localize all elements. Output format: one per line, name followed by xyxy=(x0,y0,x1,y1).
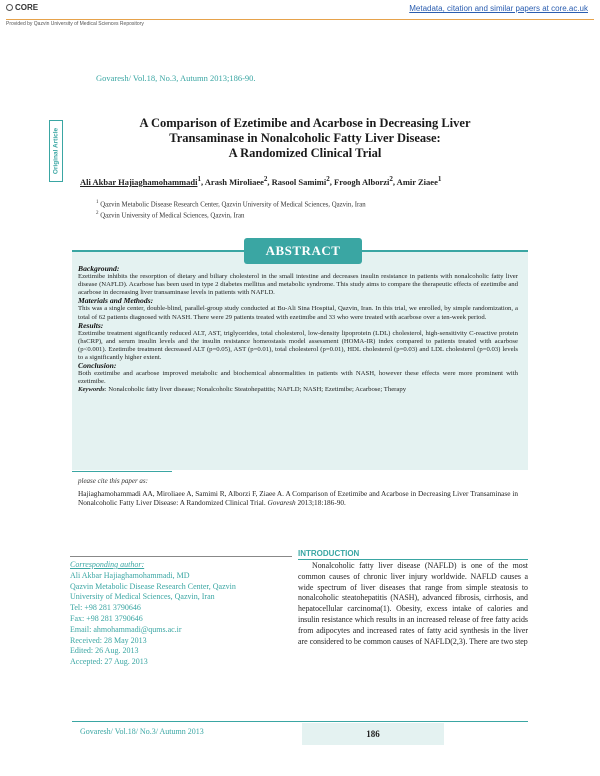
author-name: , Rasool Samimi xyxy=(267,176,327,187)
corr-email[interactable]: Email: ahmohammadi@qums.ac.ir xyxy=(70,624,182,634)
divider xyxy=(298,559,528,560)
metadata-link[interactable]: Metadata, citation and similar papers at core.ac.uk xyxy=(409,4,588,13)
abstract-keywords: Keywords: Nonalcoholic fatty liver disease; Nonalcoholic Steatohepatitis; NAFLD; NASH; Ezetimibe; Acarbose; Therapy xyxy=(78,386,407,394)
affil-sup: 2 xyxy=(263,175,268,183)
abstract-conclusion: Both ezetimibe and acarbose improved metabolic and biochemical abnormalities in patients with NASH, however these effects were more prominent with ezetimibe. xyxy=(78,370,518,386)
citation: Hajiaghamohammadi AA, Miroliaee A, Samimi R, Alborzi F, Ziaee A. A Comparison of Ezetimibe and Acarbose in Decreasing Liver Transaminase in Nonalcoholic Fatty Liver Disease: A Randomized Clinical Trial. Govaresh 2013;18:186-90. xyxy=(78,489,518,507)
author-name: , Amir Ziaee xyxy=(392,176,438,187)
abstract-section-heading: Results: xyxy=(78,320,104,330)
author-name: , Arash Miroliaee xyxy=(201,176,264,187)
journal-reference: Govaresh/ Vol.18, No.3, Autumn 2013;186-90. xyxy=(96,73,256,83)
divider xyxy=(70,556,292,557)
introduction-heading: INTRODUCTION xyxy=(298,549,360,558)
affiliation: $^1$ Qazvin Metabolic Disease Research Center, Qazvin University of Medical Sciences, Qazvin, Iran xyxy=(96,200,366,209)
title-line: A Comparison of Ezetimibe and Acarbose in Decreasing Liver xyxy=(139,116,471,130)
affil-sup: 1 xyxy=(437,175,442,183)
affil-sup: 2 xyxy=(389,175,393,183)
core-logo[interactable]: CORE xyxy=(6,3,38,12)
author-name: Ali Akbar Hajiaghamohammadi xyxy=(80,176,198,187)
corr-line: Accepted: 27 Aug. 2013 xyxy=(70,657,148,667)
abstract-section-heading: Materials and Methods: xyxy=(78,296,154,306)
affil-sup: 1 xyxy=(197,175,201,183)
corr-line: Fax: +98 281 3790646 xyxy=(70,613,143,623)
corr-line: Ali Akbar Hajiaghamohammadi, MD xyxy=(70,570,190,580)
page-number: 186 xyxy=(302,723,444,745)
title-line: Transaminase in Nonalcoholic Fatty Liver Disease: xyxy=(169,131,441,145)
core-banner xyxy=(0,0,600,30)
abstract-section-heading: Background: xyxy=(78,264,120,273)
affiliation: $^2$ Qazvin University of Medical Sciences, Qazvin, Iran xyxy=(96,211,245,220)
affil-sup: 2 xyxy=(326,175,330,183)
cite-label: please cite this paper as: xyxy=(78,477,148,485)
article-type-tag: Original Article xyxy=(49,120,63,182)
author-list xyxy=(80,175,520,187)
abstract-methods: This was a single center, double-blind, parallel-group study conducted at Bu-Ali Sina Hospital, Qazvin, Iran. In this trial, we enrolled, by simple randomization, a total of 62 patients diagnosed with NASH. There were 29 patients treated with ezetimibe and 33 who were treated with acarbose over a ten-week period. xyxy=(78,305,518,321)
abstract-section-heading: Conclusion: xyxy=(78,361,117,371)
corresponding-author-block xyxy=(70,560,290,668)
abstract-background: Ezetimibe inhibits the resorption of dietary and biliary cholesterol in the small intestine and decreases insulin resistance in patients with nonalcoholic fatty liver disease (NAFLD). Acarbose has been used in type 2 diabetes mellitus and metabolic syndrome. This study aims to compare the therapeutic effects of ezetimibe and acarbose in decreasing liver transaminase levels in patients with NAFLD. xyxy=(78,273,518,297)
corr-line: University of Medical Sciences, Qazvin, Iran xyxy=(70,592,215,602)
divider xyxy=(72,471,172,472)
corr-line: Received: 28 May 2013 xyxy=(70,635,147,645)
core-logo-icon xyxy=(6,4,13,11)
paper-title xyxy=(90,116,520,161)
corr-line: Qazvin Metabolic Disease Research Center, Qazvin xyxy=(70,581,236,591)
footer-reference: Govaresh/ Vol.18/ No.3/ Autumn 2013 xyxy=(80,727,204,736)
corr-line: Edited: 26 Aug. 2013 xyxy=(70,646,139,656)
corresponding-heading: Corresponding author: xyxy=(70,560,145,569)
abstract-heading: ABSTRACT xyxy=(244,238,362,264)
corr-line: Tel: +98 281 3790646 xyxy=(70,603,141,613)
core-provided-by: Provided by Qazvin University of Medical Sciences Repository xyxy=(6,19,594,28)
abstract-results: Ezetimibe treatment significantly reduced ALT, AST, triglycerides, total cholesterol, low-density lipoprotein (LDL) cholesterol, high-sensitivity C-reactive protein (hsCRP), and serum insulin levels and the insulin resistance homeostasis model assessment (HOMA-IR) index compared to patients treated with acarbose (p<0.001). Ezetimibe treatment decreased ALT (p=0.05), AST (p=0.01), total cholesterol (p=0.01), HDL cholesterol (p=0.03) and LDL cholesterol (p=0.03) levels to a significantly higher extent. xyxy=(78,329,518,362)
abstract-body xyxy=(78,265,518,395)
author-name: , Froogh Alborzi xyxy=(329,176,390,187)
introduction-text: Nonalcoholic fatty liver disease (NAFLD) is one of the most common causes of chronic liver injury worldwide. NAFLD causes a wide spectrum of liver diseases that range from simple steatosis to nonalcoholic steatohepatitis (NASH), advanced fibrosis, cirrhosis, and hepatocellular carcinoma(1). Obesity, excess intake of calories and insulin resistance which results in an increased release of free fatty acids from adipocytes and increased rates of fatty acid synthesis in the liver are considered to be common causes of NAFLD(2,3). There are two step xyxy=(298,561,528,646)
title-line: A Randomized Clinical Trial xyxy=(228,146,382,160)
